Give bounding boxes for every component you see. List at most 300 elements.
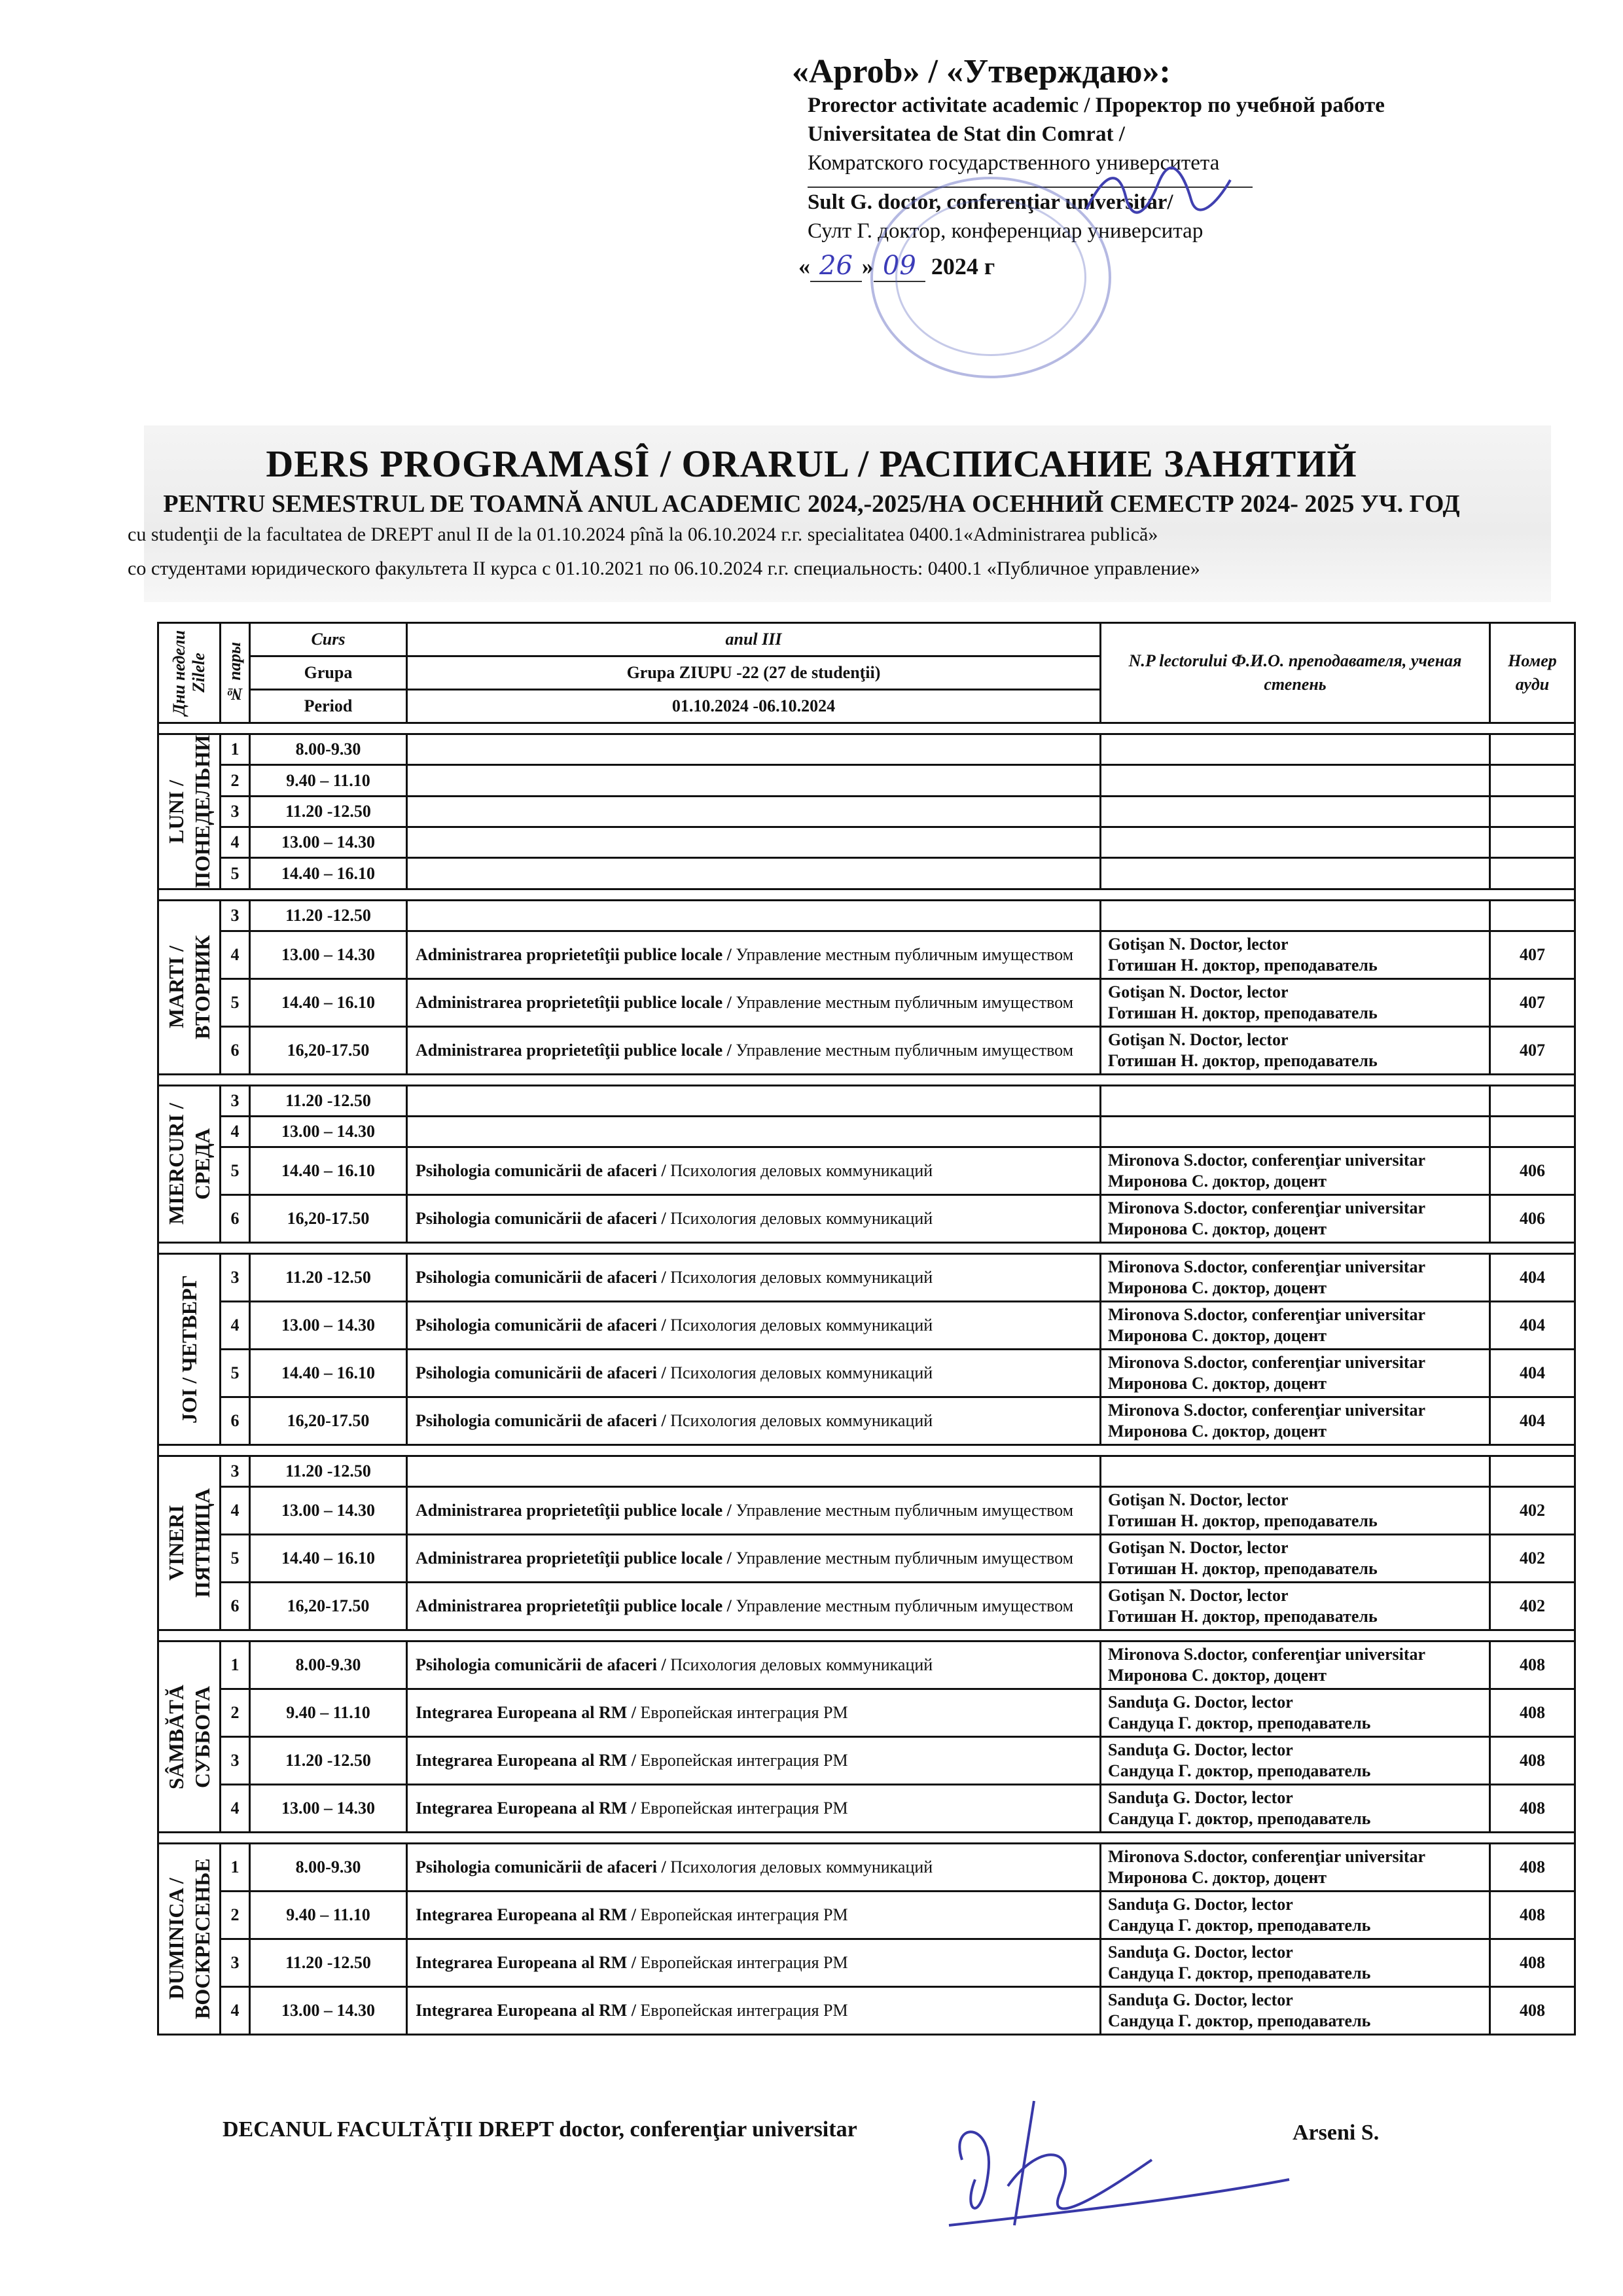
lecturer-cell (1101, 1253, 1490, 1301)
room-cell (1490, 1986, 1575, 2034)
room-number: 408 (1520, 1857, 1545, 1876)
table-row (158, 1116, 1575, 1147)
room-cell (1490, 1843, 1575, 1891)
lesson-number (221, 900, 250, 931)
subject-ru: Управление местным публичным имуществом (736, 1040, 1074, 1060)
lecturer-ro: Gotişan N. Doctor, lector (1108, 1585, 1289, 1605)
subject-ru: Европейская интеграция РМ (640, 1798, 848, 1818)
subject-cell (407, 1116, 1101, 1147)
table-row (158, 1194, 1575, 1242)
lesson-number-text: 2 (230, 1702, 240, 1722)
lesson-number-text: 4 (230, 944, 240, 964)
lecturer-ru: Миронова С. доктор, доцент (1108, 1373, 1327, 1393)
lecturer-cell (1101, 1486, 1490, 1534)
subject-cell (407, 1194, 1101, 1242)
lesson-time (250, 1349, 407, 1397)
room-cell (1490, 1582, 1575, 1630)
lecturer-cell (1101, 900, 1490, 931)
subject-cell (407, 734, 1101, 765)
table-row (158, 765, 1575, 796)
date-open-quote: « (798, 253, 810, 279)
table-row (158, 1641, 1575, 1689)
lecturer-ru: Готишан Н. доктор, преподаватель (1108, 1606, 1378, 1626)
subject-ru: Психология деловых коммуникаций (670, 1363, 933, 1382)
subject-cell (407, 1349, 1101, 1397)
room-cell (1490, 978, 1575, 1026)
lesson-number (221, 1534, 250, 1582)
lesson-time-text: 9.40 – 11.10 (286, 770, 370, 790)
lesson-time-text: 11.20 -12.50 (285, 1461, 371, 1480)
lecturer-ro: Mironova S.doctor, conferenţiar universitar (1108, 1644, 1426, 1664)
lecturer-ro: Sanduţa G. Doctor, lector (1108, 1787, 1293, 1807)
lecturer-ro: Sanduţa G. Doctor, lector (1108, 1692, 1293, 1712)
lecturer-cell (1101, 1689, 1490, 1736)
day-cell (158, 1456, 221, 1630)
lesson-number (221, 858, 250, 889)
day-name: MARTI / ВТОРНИК (164, 935, 214, 1039)
lesson-number-text: 2 (230, 770, 240, 790)
room-cell (1490, 765, 1575, 796)
lesson-time-text: 8.00-9.30 (295, 1655, 361, 1674)
lecturer-ru: Миронова С. доктор, доцент (1108, 1219, 1327, 1238)
header-row (158, 623, 1575, 656)
subject-cell (407, 1784, 1101, 1832)
room-cell (1490, 1784, 1575, 1832)
date-year: 2024 г (931, 253, 995, 279)
table-row (158, 1085, 1575, 1116)
subject-ru: Европейская интеграция РМ (640, 1750, 848, 1770)
room-cell (1490, 1301, 1575, 1349)
lesson-number-text: 4 (230, 833, 240, 852)
lecturer-ru: Готишан Н. доктор, преподаватель (1108, 955, 1378, 975)
lecturer-cell (1101, 1784, 1490, 1832)
approval-title: «Aprob» / «Утверждаю»: (792, 53, 1171, 90)
lecturer-cell (1101, 1641, 1490, 1689)
lesson-number (221, 1736, 250, 1784)
grupa-header: Grupa (250, 656, 407, 690)
lecturer-cell (1101, 978, 1490, 1026)
lecturer-cell (1101, 1194, 1490, 1242)
lesson-time-text: 11.20 -12.50 (285, 801, 371, 821)
faculty-line-ro: cu studenţii de la facultatea de DREPT anul II de la 01.10.2024 pînă la 06.10.2024 г.г. specialitatea 0400.1«Administrarea publică» (128, 524, 1158, 545)
lesson-number-text: 3 (230, 801, 240, 821)
lesson-time-text: 14.40 – 16.10 (281, 863, 375, 883)
lesson-time (250, 1843, 407, 1891)
lecturer-cell (1101, 1843, 1490, 1891)
lesson-number-text: 4 (230, 2000, 240, 2020)
day-cell (158, 1253, 221, 1444)
lesson-number (221, 827, 250, 858)
room-cell (1490, 734, 1575, 765)
subject-ru: Психология деловых коммуникаций (670, 1315, 933, 1335)
subject-cell (407, 1641, 1101, 1689)
lesson-time-text: 14.40 – 16.10 (281, 1160, 375, 1180)
lesson-number-text: 6 (230, 1410, 240, 1430)
table-row (158, 858, 1575, 889)
table-row (158, 978, 1575, 1026)
lesson-number-text: 5 (230, 1160, 240, 1180)
subject-cell (407, 1147, 1101, 1194)
lecturer-ro: Mironova S.doctor, conferenţiar universitar (1108, 1352, 1426, 1372)
lesson-number (221, 1986, 250, 2034)
lecturer-ru: Миронова С. доктор, доцент (1108, 1867, 1327, 1887)
lesson-time-text: 8.00-9.30 (295, 1857, 361, 1876)
lecturer-ro: Sanduţa G. Doctor, lector (1108, 1740, 1293, 1759)
subject-cell (407, 1253, 1101, 1301)
lesson-time-text: 11.20 -12.50 (285, 1267, 371, 1287)
subject-cell (407, 765, 1101, 796)
lecturer-cell (1101, 931, 1490, 978)
subject-ro: Psihologia comunicării de afaceri / (416, 1410, 666, 1430)
room-number: 408 (1520, 1655, 1545, 1674)
day-separator (158, 1444, 1575, 1456)
lesson-number (221, 1689, 250, 1736)
room-cell (1490, 1689, 1575, 1736)
lecturer-ru: Сандуца Г. доктор, преподаватель (1108, 1713, 1371, 1732)
lesson-time (250, 1486, 407, 1534)
lecturer-cell (1101, 1116, 1490, 1147)
room-cell (1490, 1891, 1575, 1939)
table-row (158, 1689, 1575, 1736)
table-row (158, 1891, 1575, 1939)
num-col-header: № пары (221, 623, 250, 723)
lesson-time (250, 1736, 407, 1784)
day-name: JOI / ЧЕТВЕРГ (177, 1274, 201, 1424)
lesson-number-text: 4 (230, 1500, 240, 1520)
lecturer-ru: Миронова С. доктор, доцент (1108, 1278, 1327, 1297)
lesson-time-text: 14.40 – 16.10 (281, 1363, 375, 1382)
day-name: LUNI / ПОНЕДЕЛЬНИ (164, 735, 214, 888)
lesson-number-text: 3 (230, 1461, 240, 1480)
lecturer-cell (1101, 1456, 1490, 1486)
table-row (158, 1534, 1575, 1582)
subject-cell (407, 1736, 1101, 1784)
lesson-number-text: 1 (230, 1857, 240, 1876)
room-number: 404 (1520, 1315, 1545, 1335)
lesson-number (221, 1397, 250, 1444)
lecturer-ru: Готишан Н. доктор, преподаватель (1108, 1003, 1378, 1022)
subject-ru: Европейская интеграция РМ (640, 1952, 848, 1972)
room-header: Номер ауди (1490, 623, 1575, 723)
subject-ru: Европейская интеграция РМ (640, 1702, 848, 1722)
table-row (158, 900, 1575, 931)
lesson-time (250, 1939, 407, 1986)
lesson-number-text: 6 (230, 1208, 240, 1228)
day-name: DUMINICA / ВОСКРЕСЕНЬЕ (164, 1858, 214, 2020)
lecturer-ro: Mironova S.doctor, conferenţiar universitar (1108, 1150, 1426, 1170)
lecturer-ru: Готишан Н. доктор, преподаватель (1108, 1558, 1378, 1578)
subject-ru: Европейская интеграция РМ (640, 2000, 848, 2020)
lesson-number (221, 1582, 250, 1630)
lesson-number-text: 2 (230, 1905, 240, 1924)
table-row (158, 1456, 1575, 1486)
room-cell (1490, 900, 1575, 931)
subject-cell (407, 1486, 1101, 1534)
subject-ro: Psihologia comunicării de afaceri / (416, 1655, 666, 1674)
lecturer-cell (1101, 1582, 1490, 1630)
subject-cell (407, 1582, 1101, 1630)
lesson-time (250, 1085, 407, 1116)
date-day: 26 (810, 251, 862, 282)
table-row (158, 1843, 1575, 1891)
lesson-time (250, 1534, 407, 1582)
table-row (158, 1253, 1575, 1301)
lesson-number-text: 3 (230, 1750, 240, 1770)
subject-cell (407, 978, 1101, 1026)
lesson-time (250, 765, 407, 796)
lesson-time-text: 16,20-17.50 (287, 1410, 370, 1430)
approval-line-1: Prorector activitate academic / Проректор по учебной работе (808, 94, 1385, 117)
room-number: 406 (1520, 1208, 1545, 1228)
subject-ro: Administrarea proprietetîţii publice locale / (416, 1548, 732, 1568)
subject-cell (407, 1534, 1101, 1582)
lesson-number (221, 1085, 250, 1116)
lesson-time (250, 1689, 407, 1736)
day-cell (158, 900, 221, 1074)
period-header: Period (250, 690, 407, 723)
lesson-time (250, 1147, 407, 1194)
dean-label: DECANUL FACULTĂŢII DREPT doctor, conferenţiar universitar (223, 2117, 857, 2142)
subject-ro: Integrarea Europeana al RM / (416, 2000, 637, 2020)
lesson-number (221, 1349, 250, 1397)
lesson-time (250, 1784, 407, 1832)
subject-ru: Управление местным публичным имуществом (736, 1500, 1074, 1520)
lesson-time (250, 900, 407, 931)
subject-ru: Управление местным публичным имуществом (736, 944, 1074, 964)
dates-header: 01.10.2024 -06.10.2024 (407, 690, 1101, 723)
lesson-number-text: 4 (230, 1315, 240, 1335)
lecturer-cell (1101, 1397, 1490, 1444)
room-cell (1490, 1641, 1575, 1689)
subject-ru: Психология деловых коммуникаций (670, 1208, 933, 1228)
day-cell (158, 1843, 221, 2034)
group-header: Grupa ZIUPU -22 (27 de studenţii) (407, 656, 1101, 690)
room-cell (1490, 1253, 1575, 1301)
subject-cell (407, 1301, 1101, 1349)
subject-cell (407, 1939, 1101, 1986)
lesson-time-text: 14.40 – 16.10 (281, 1548, 375, 1568)
room-number: 404 (1520, 1267, 1545, 1287)
subject-ro: Administrarea proprietetîţii publice locale / (416, 1596, 732, 1615)
lecturer-cell (1101, 1534, 1490, 1582)
room-cell (1490, 1147, 1575, 1194)
lesson-time (250, 796, 407, 827)
room-cell (1490, 1736, 1575, 1784)
lecturer-cell (1101, 1147, 1490, 1194)
lecturer-ro: Mironova S.doctor, conferenţiar universitar (1108, 1198, 1426, 1217)
lesson-time (250, 858, 407, 889)
room-number: 404 (1520, 1410, 1545, 1430)
approval-line-2: Universitatea de Stat din Comrat / (808, 122, 1125, 146)
lecturer-ro: Gotişan N. Doctor, lector (1108, 934, 1289, 954)
day-name: VINERI ПЯТНИЦА (164, 1488, 214, 1598)
subject-cell (407, 1986, 1101, 2034)
room-number: 402 (1520, 1548, 1545, 1568)
day-name: SÂMBĂTĂ СУББОТА (164, 1684, 214, 1789)
lesson-time (250, 1641, 407, 1689)
lesson-number (221, 734, 250, 765)
subject-cell (407, 1085, 1101, 1116)
subject-cell (407, 1026, 1101, 1074)
room-number: 407 (1520, 944, 1545, 964)
approval-line-4: Sult G. doctor, conferenţiar universitar/ (808, 190, 1173, 214)
subject-ro: Administrarea proprietetîţii publice locale / (416, 944, 732, 964)
lesson-time (250, 1301, 407, 1349)
table-row (158, 1986, 1575, 2034)
lesson-time (250, 1456, 407, 1486)
subject-ro: Administrarea proprietetîţii publice locale / (416, 992, 732, 1012)
room-number: 407 (1520, 1040, 1545, 1060)
room-number: 408 (1520, 2000, 1545, 2020)
lecturer-ru: Миронова С. доктор, доцент (1108, 1665, 1327, 1685)
subject-ro: Administrarea proprietetîţii publice locale / (416, 1040, 732, 1060)
lesson-time-text: 11.20 -12.50 (285, 1090, 371, 1110)
lesson-number (221, 1253, 250, 1301)
lecturer-ru: Сандуца Г. доктор, преподаватель (1108, 1808, 1371, 1828)
lecturer-cell (1101, 827, 1490, 858)
lesson-number-text: 4 (230, 1121, 240, 1141)
lesson-time-text: 13.00 – 14.30 (281, 1315, 375, 1335)
subject-ro: Integrarea Europeana al RM / (416, 1952, 637, 1972)
day-separator (158, 1242, 1575, 1253)
lecturer-cell (1101, 1026, 1490, 1074)
lecturer-cell (1101, 1736, 1490, 1784)
lesson-number-text: 6 (230, 1040, 240, 1060)
lesson-time-text: 11.20 -12.50 (285, 1750, 371, 1770)
subject-ro: Psihologia comunicării de afaceri / (416, 1160, 666, 1180)
day-cell (158, 1641, 221, 1832)
faculty-line-ru: со студентами юридического факультета II курса с 01.10.2021 по 06.10.2024 г.г. специальность: 0400.1 «Публичное управление» (128, 558, 1200, 579)
table-row (158, 1301, 1575, 1349)
lesson-time-text: 11.20 -12.50 (285, 905, 371, 925)
lecturer-ro: Gotişan N. Doctor, lector (1108, 1537, 1289, 1557)
lecturer-cell (1101, 796, 1490, 827)
lecturer-ro: Mironova S.doctor, conferenţiar universitar (1108, 1304, 1426, 1324)
lesson-number (221, 931, 250, 978)
lecturer-ru: Миронова С. доктор, доцент (1108, 1325, 1327, 1345)
lesson-time-text: 16,20-17.50 (287, 1208, 370, 1228)
lesson-number-text: 4 (230, 1798, 240, 1818)
room-cell (1490, 1534, 1575, 1582)
date-close-quote: » (861, 253, 874, 279)
table-row (158, 1582, 1575, 1630)
subject-ro: Integrarea Europeana al RM / (416, 1798, 637, 1818)
subject-ru: Психология деловых коммуникаций (670, 1267, 933, 1287)
day-separator (158, 1832, 1575, 1843)
lesson-number-text: 6 (230, 1596, 240, 1615)
lecturer-ro: Gotişan N. Doctor, lector (1108, 982, 1289, 1001)
lecturer-ro: Mironova S.doctor, conferenţiar universitar (1108, 1400, 1426, 1420)
lesson-number-text: 1 (230, 740, 240, 759)
table-row (158, 1147, 1575, 1194)
table-row (158, 1349, 1575, 1397)
lecturer-ru: Готишан Н. доктор, преподаватель (1108, 1511, 1378, 1530)
subject-ro: Administrarea proprietetîţii publice locale / (416, 1500, 732, 1520)
table-row (158, 931, 1575, 978)
lesson-number (221, 1641, 250, 1689)
lecturer-cell (1101, 1891, 1490, 1939)
room-cell (1490, 1349, 1575, 1397)
lecturer-ru: Сандуца Г. доктор, преподаватель (1108, 2011, 1371, 2030)
lecturer-cell (1101, 1349, 1490, 1397)
room-cell (1490, 931, 1575, 978)
lesson-number (221, 1486, 250, 1534)
subject-ru: Психология деловых коммуникаций (670, 1655, 933, 1674)
day-name: MIERCURI / СРЕДА (164, 1103, 214, 1225)
lecturer-ru: Сандуца Г. доктор, преподаватель (1108, 1761, 1371, 1780)
lesson-time-text: 9.40 – 11.10 (286, 1905, 370, 1924)
subject-ro: Psihologia comunicării de afaceri / (416, 1315, 666, 1335)
lesson-time (250, 1253, 407, 1301)
lesson-number (221, 1891, 250, 1939)
lesson-time-text: 13.00 – 14.30 (281, 944, 375, 964)
approval-line-3: Комратского государственного университета (808, 151, 1220, 175)
subject-ro: Integrarea Europeana al RM / (416, 1905, 637, 1924)
lesson-number-text: 3 (230, 1267, 240, 1287)
subject-ro: Psihologia comunicării de afaceri / (416, 1857, 666, 1876)
table-row (158, 1784, 1575, 1832)
lesson-time (250, 734, 407, 765)
page-subtitle: PENTRU SEMESTRUL DE TOAMNĂ ANUL ACADEMIC 2024,-2025/НА ОСЕННИЙ СЕМЕСТР 2024- 2025 УЧ. ГОД (163, 490, 1460, 518)
lecturer-header: N.P lectorului Ф.И.О. преподавателя, ученая степень (1101, 623, 1490, 723)
lesson-number (221, 1116, 250, 1147)
subject-ro: Integrarea Europeana al RM / (416, 1750, 637, 1770)
dean-name: Arseni S. (1293, 2121, 1380, 2145)
room-number: 408 (1520, 1905, 1545, 1924)
subject-ru: Управление местным публичным имуществом (736, 1596, 1074, 1615)
subject-ru: Управление местным публичным имуществом (736, 1548, 1074, 1568)
date-month: 09 (874, 251, 925, 282)
subject-cell (407, 1456, 1101, 1486)
lecturer-ru: Готишан Н. доктор, преподаватель (1108, 1050, 1378, 1070)
room-cell (1490, 1486, 1575, 1534)
subject-cell (407, 1397, 1101, 1444)
days-col-header: Дни недели Zilele (158, 623, 221, 723)
official-seal (870, 177, 1111, 378)
table-row (158, 1397, 1575, 1444)
lesson-number (221, 1301, 250, 1349)
day-separator (158, 1630, 1575, 1641)
lesson-time-text: 8.00-9.30 (295, 740, 361, 759)
subject-cell (407, 900, 1101, 931)
subject-cell (407, 931, 1101, 978)
lesson-number-text: 3 (230, 905, 240, 925)
table-row (158, 796, 1575, 827)
lesson-time (250, 1582, 407, 1630)
lesson-time (250, 1397, 407, 1444)
room-cell (1490, 858, 1575, 889)
table-row (158, 827, 1575, 858)
lecturer-ro: Mironova S.doctor, conferenţiar universitar (1108, 1846, 1426, 1866)
lesson-time-text: 9.40 – 11.10 (286, 1702, 370, 1722)
lesson-time-text: 11.20 -12.50 (285, 1952, 371, 1972)
lesson-number (221, 1026, 250, 1074)
lecturer-ro: Mironova S.doctor, conferenţiar universitar (1108, 1257, 1426, 1276)
lesson-time-text: 13.00 – 14.30 (281, 1500, 375, 1520)
room-cell (1490, 1085, 1575, 1116)
room-cell (1490, 1116, 1575, 1147)
lesson-number (221, 765, 250, 796)
subject-cell (407, 796, 1101, 827)
lesson-number (221, 1939, 250, 1986)
subject-ro: Psihologia comunicării de afaceri / (416, 1267, 666, 1287)
curs-header: Curs (250, 623, 407, 656)
lesson-number (221, 1843, 250, 1891)
lesson-time-text: 13.00 – 14.30 (281, 1121, 375, 1141)
room-cell (1490, 827, 1575, 858)
room-cell (1490, 1026, 1575, 1074)
subject-ro: Psihologia comunicării de afaceri / (416, 1363, 666, 1382)
